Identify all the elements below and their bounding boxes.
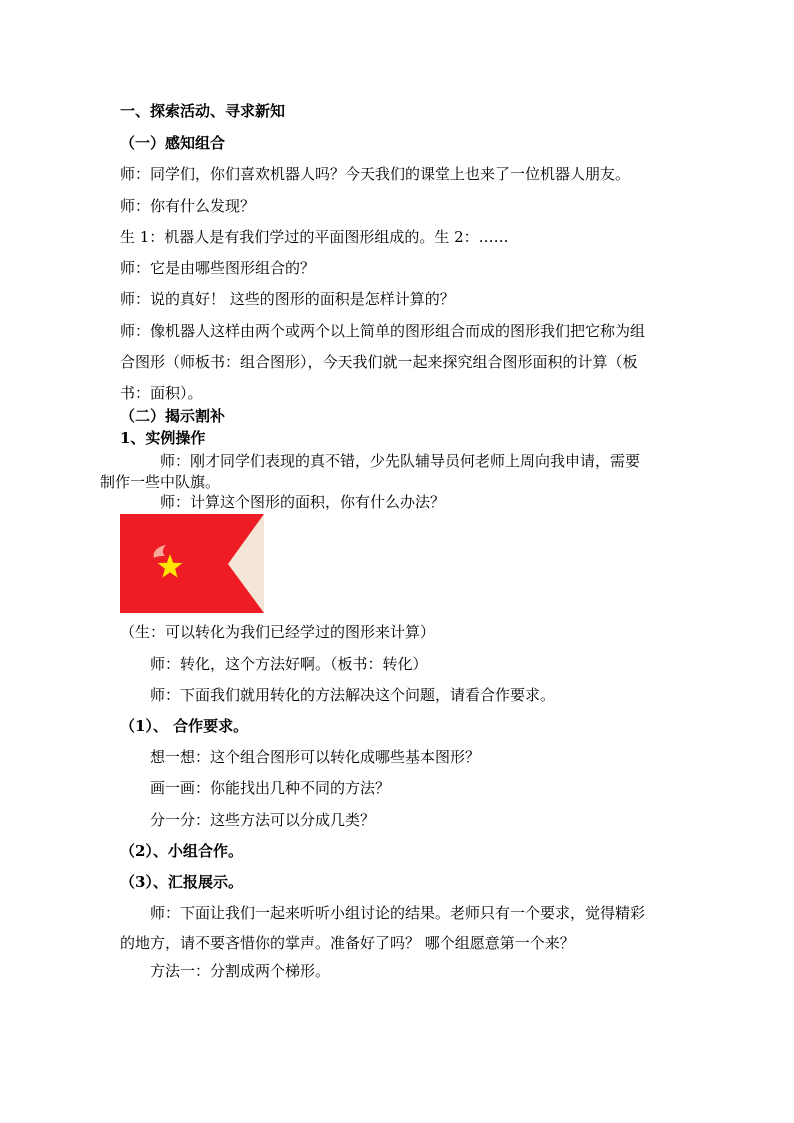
requirement-item: 画一画：你能找出几种不同的方法？ [150,779,391,797]
section-heading: 一、探索活动、寻求新知 [120,102,286,120]
text-line: 生 1：机器人是有我们学过的平面图形组成的。生 2：…… [120,228,509,246]
text-line: 制作一些中队旗。 [100,473,221,491]
subheading-requirements: （1）、 合作要求。 [120,717,249,735]
text-line: 师：刚才同学们表现的真不错，少先队辅导员何老师上周向我申请，需要 [160,452,641,470]
text-line: 师：它是由哪些图形组合的？ [120,259,316,277]
text-line: 师：像机器人这样由两个或两个以上简单的图形组合而成的图形我们把它称为组 [120,322,646,340]
subheading-example: 1、实例操作 [120,429,206,447]
text-line: 合图形（师板书：组合图形），今天我们就一起来探究组合图形面积的计算（板 [120,353,638,371]
subheading-perceive: （一）感知组合 [120,134,226,152]
requirement-item: 分一分：这些方法可以分成几类？ [150,811,376,829]
text-line: 师：你有什么发现？ [120,197,256,215]
text-line: 师：计算这个图形的面积，你有什么办法？ [160,493,446,511]
text-line: 师：同学们，你们喜欢机器人吗？今天我们的课堂上也来了一位机器人朋友。 [120,165,631,183]
text-line: 师：转化，这个方法好啊。（板书：转化） [150,655,428,673]
text-line: 师：下面我们就用转化的方法解决这个问题，请看合作要求。 [150,686,556,704]
text-line: 方法一：分割成两个梯形。 [150,962,331,980]
requirement-item: 想一想：这个组合图形可以转化成哪些基本图形？ [150,748,481,766]
text-line: 书：面积）。 [120,384,203,402]
text-line: 师：下面让我们一起来听听小组讨论的结果。老师只有一个要求，觉得精彩 [150,904,646,922]
subheading-reveal: （二）揭示割补 [120,407,226,425]
squadron-flag-image [120,514,264,613]
text-line: 师：说的真好！ 这些的图形的面积是怎样计算的？ [120,290,455,308]
text-line: （生：可以转化为我们已经学过的图形来计算） [120,623,436,641]
subheading-group-work: （2）、小组合作。 [120,842,243,860]
text-line: 的地方，请不要吝惜你的掌声。准备好了吗？ 哪个组愿意第一个来？ [120,934,575,952]
subheading-report: （3）、汇报展示。 [120,873,243,891]
